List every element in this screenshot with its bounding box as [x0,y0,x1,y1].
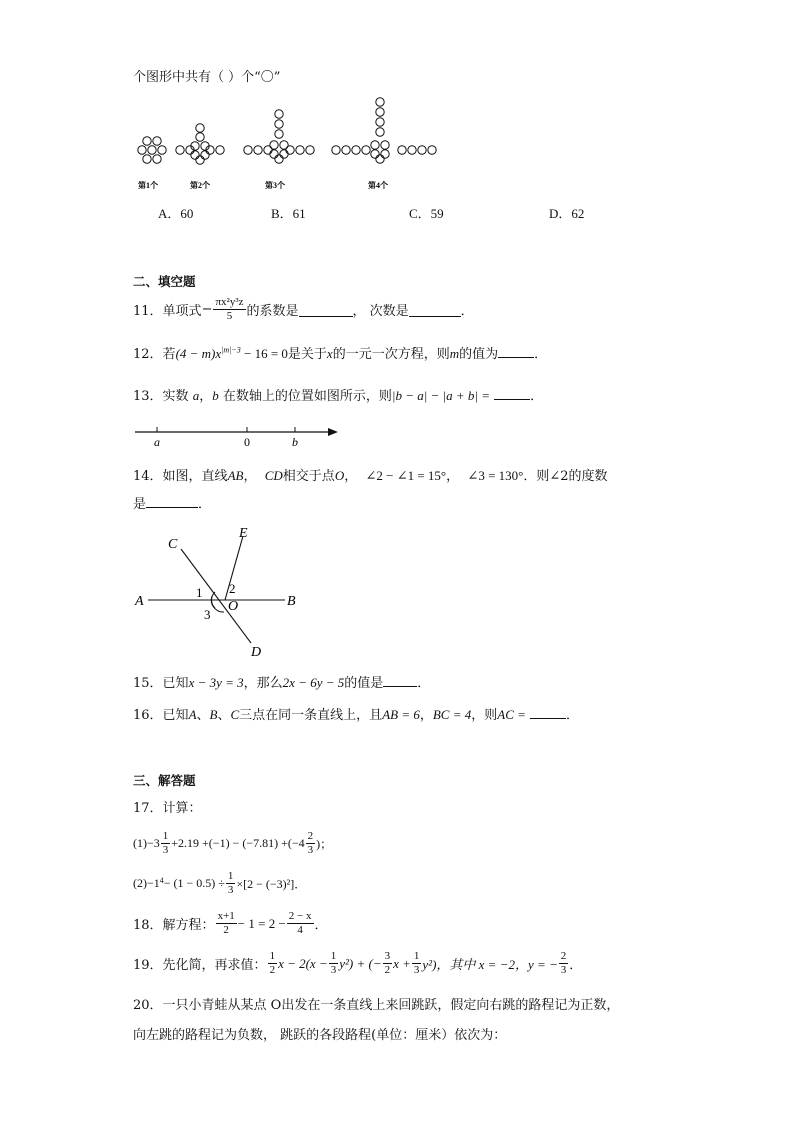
question-19: 19． 先化简，再求值： $\frac{1}{2}$ x − 2(x − $\frac{1}{3}$ y²) + (− $\frac{3}{2}$ x + $\frac{1}{3}$ y²)，其中 x = −2，y = − $\frac{2}{3}$ ． [133,950,583,976]
q16-blank[interactable] [530,705,566,719]
section-fill-in-title: 二、填空题 [133,274,196,289]
q11-blank-1[interactable] [299,303,353,317]
q12-blank[interactable] [498,344,534,358]
question-16: 16．已知A、B、C三点在同一条直线上，且AB = 6，BC = 4，则AC = ． [133,707,580,723]
pattern-4 [332,98,436,163]
question-11: 11． 单项式 − $\frac{\text{πx²y³z}}{5}$ 的系数是 ， 次数是 ． [133,296,474,322]
pattern-2 [176,124,224,164]
point-c-label: C [168,537,178,552]
label-b: b [292,435,298,449]
q10-tail-text: 个图形中共有（ ）个“〇” [133,70,281,85]
point-d-label: D [251,645,262,660]
question-14: 14．如图，直线AB， CD相交于点O， ∠2 − ∠1 = 15°， ∠3 = 130°．则∠2的度数 [133,468,608,484]
question-13: 13．实数 a，b 在数轴上的位置如图所示，则|b − a| − |a + b| = ． [133,388,544,404]
question-20-line-2: 向左跳的路程记为负数， 跳跃的各段路程(单位：厘米）依次为： [133,1028,507,1043]
question-18: 18． 解方程： $\frac{x+1}{2}$ − 1 = 2 − $\frac{2 - x}{4}$ ． [133,910,328,936]
figure-label-4: 第4个 [368,181,388,190]
label-a: a [154,435,160,449]
option-b[interactable]: B．61 [271,206,306,221]
point-o-label: O [228,599,239,614]
question-17: 17．计算： [133,801,202,816]
q13-blank[interactable] [494,386,530,400]
point-e-label: E [239,526,248,541]
question-17-part-2: (2)−1 $^4$ − (1 − 0.5) ÷ $\frac{1}{3}$ ×[2 − (−3)²]． [133,870,307,896]
point-b-label: B [287,594,296,609]
number-line-figure [130,420,345,450]
pattern-3 [244,110,314,163]
option-a[interactable]: A．60 [158,206,194,221]
figure-label-2: 第2个 [190,181,210,190]
section-answer-title: 三、解答题 [133,773,196,788]
pattern-1 [138,137,166,163]
intersecting-lines-figure [130,522,305,662]
question-12: 12．若$(4 - m)x^{|m|-3} - 16 = 0$是关于x的一元一次方程，则m的值为 ． [133,345,548,362]
question-17-part-1: (1)−3 $\frac{1}{3}$ +2.19 +(−1) − (−7.81) +(−4 $\frac{2}{3}$ )； [133,830,333,856]
option-d[interactable]: D．62 [549,206,585,221]
circle-pattern-figure [130,90,440,195]
question-15: 15．已知x − 3y = 3，那么2x − 6y − 5的值是 ． [133,675,431,691]
label-zero: 0 [244,435,250,449]
q15-blank[interactable] [383,673,417,687]
figure-label-3: 第3个 [265,181,285,190]
angle-2-label: 2 [229,581,236,596]
point-a-label: A [135,594,144,609]
figure-label-1: 第1个 [138,181,158,190]
question-14-line2: 是 ． [133,493,211,512]
angle-1-label: 1 [196,585,203,600]
option-c[interactable]: C．59 [409,206,444,221]
angle-3-label: 3 [204,607,211,622]
q14-blank[interactable] [146,494,198,508]
question-20-line-1: 20．一只小青蛙从某点 O出发在一条直线上来回跳跃，假定向右跳的路程记为正数， [133,998,620,1013]
q11-blank-2[interactable] [409,303,461,317]
